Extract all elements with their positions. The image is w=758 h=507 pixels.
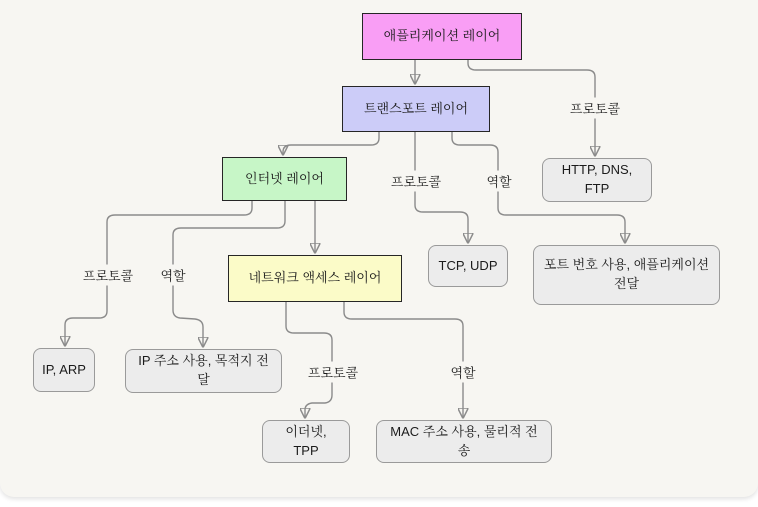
node-mac-role xyxy=(376,420,552,463)
node-transport-layer-label: 트랜스포트 레이어 xyxy=(363,100,469,116)
node-ip-arp xyxy=(33,348,95,392)
node-internet-layer-label: 인터넷 레이어 xyxy=(245,170,324,186)
edge-transport-internet xyxy=(283,132,379,154)
edge-label-application-protocol: 프로토콜 xyxy=(566,98,624,119)
edge-label-internet-role: 역할 xyxy=(156,265,189,286)
node-ip-role xyxy=(125,349,282,393)
edge-label-transport-protocol: 프로토콜 xyxy=(387,171,445,192)
node-ethernet-tpp-label: 이더넷, TPP xyxy=(285,423,327,458)
node-ip-arp-label: IP, ARP xyxy=(42,361,86,377)
edge-label-transport-role: 역할 xyxy=(482,171,515,192)
edge-label-network-protocol: 프로토콜 xyxy=(304,362,362,383)
node-application-layer-label: 애플리케이션 레이어 xyxy=(383,28,501,44)
edge-network-mac xyxy=(344,302,463,417)
node-port-role-label: 포트 번호 사용, 애플리케이션 전달 xyxy=(543,257,710,291)
node-network-access-layer-label: 네트워크 액세스 레이어 xyxy=(248,270,382,286)
node-http-dns-ftp-label: HTTP, DNS, FTP xyxy=(561,162,633,196)
node-tcp-udp xyxy=(428,245,508,287)
node-tcp-udp-label: TCP, UDP xyxy=(438,257,498,273)
node-internet-layer xyxy=(222,157,347,201)
node-mac-role-label: MAC 주소 사용, 물리적 전송 xyxy=(390,423,538,458)
node-application-layer xyxy=(362,13,522,60)
node-port-role xyxy=(533,245,720,305)
edge-label-internet-protocol: 프로토콜 xyxy=(79,265,137,286)
edge-network-ethernet xyxy=(286,302,332,417)
node-transport-layer xyxy=(342,86,490,132)
node-http-dns-ftp xyxy=(542,158,652,202)
edge-label-network-role: 역할 xyxy=(446,362,479,383)
node-ethernet-tpp xyxy=(262,420,350,463)
node-network-access-layer xyxy=(228,255,402,302)
node-ip-role-label: IP 주소 사용, 목적지 전달 xyxy=(138,353,269,387)
